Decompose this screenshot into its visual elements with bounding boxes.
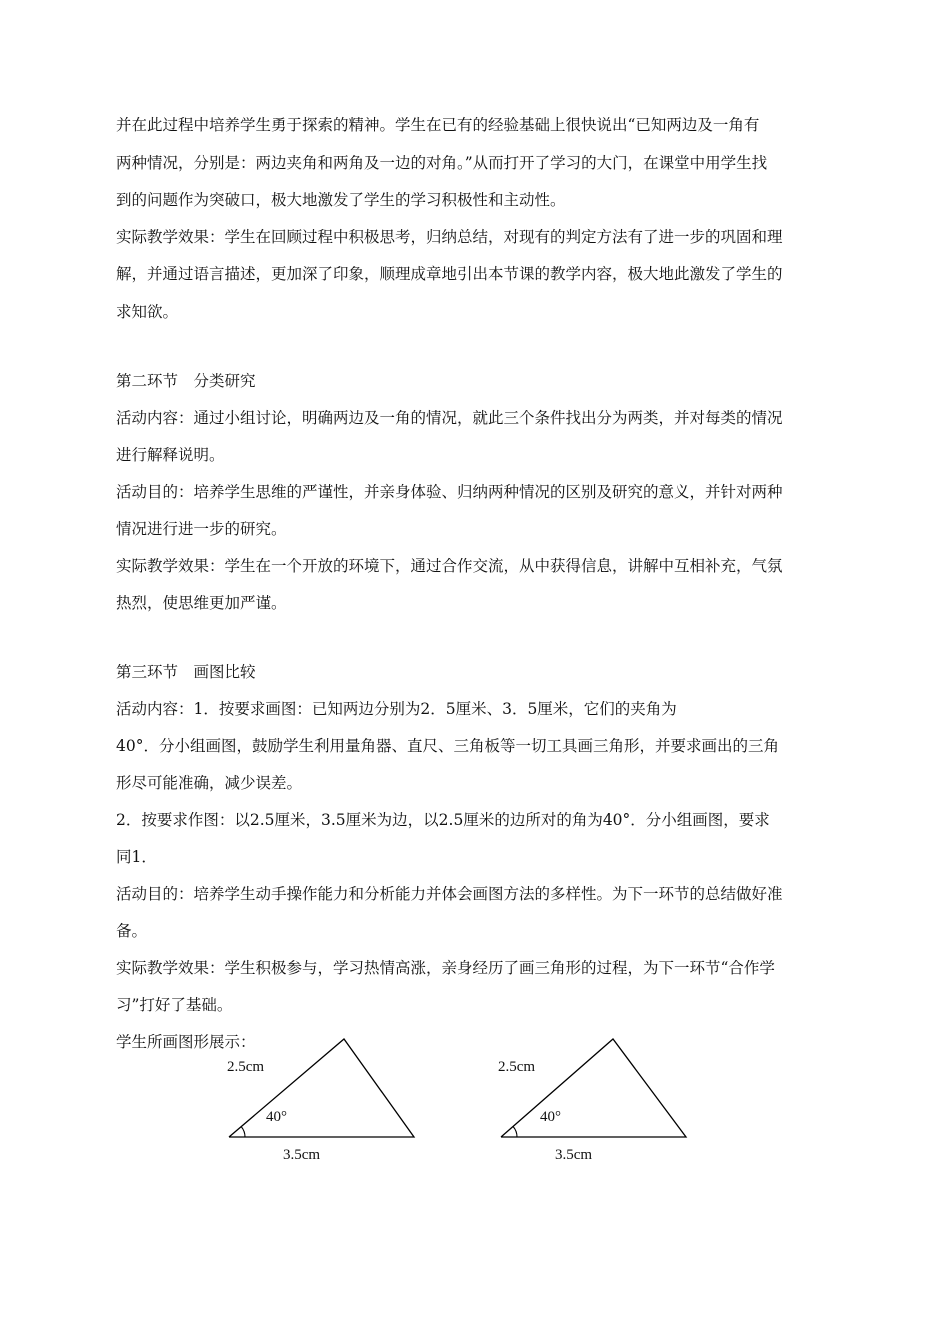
- text-line: 学生所画图形展示：: [116, 1033, 256, 1051]
- side-length-label: 2.5cm: [498, 1059, 536, 1075]
- base-length-label: 3.5cm: [283, 1147, 321, 1163]
- text-line: 解，并通过语言描述，更加深了印象，顺理成章地引出本节课的教学内容，极大地此激发了学生的: [116, 265, 783, 283]
- side-length-label: 2.5cm: [227, 1059, 265, 1075]
- text-line: 同1．: [116, 848, 157, 866]
- text-line: 活动内容：通过小组讨论，明确两边及一角的情况，就此三个条件找出分为两类，并对每类的情况: [116, 409, 783, 427]
- text-line: 到的问题作为突破口，极大地激发了学生的学习积极性和主动性。: [116, 191, 566, 209]
- text-line: 活动内容：1．按要求画图：已知两边分别为2．5厘米、3．5厘米，它们的夹角为: [116, 700, 677, 718]
- angle-arc: [241, 1127, 245, 1137]
- text-line: 并在此过程中培养学生勇于探索的精神。学生在已有的经验基础上很快说出“已知两边及一角有: [116, 116, 760, 134]
- section-heading: 第三环节 画图比较: [116, 663, 256, 681]
- base-length-label: 3.5cm: [555, 1147, 593, 1163]
- section-heading: 第二环节 分类研究: [116, 372, 256, 390]
- text-line: 实际教学效果：学生在回顾过程中积极思考，归纳总结，对现有的判定方法有了进一步的巩固和理: [116, 228, 783, 246]
- text-line: 活动目的：培养学生动手操作能力和分析能力并体会画图方法的多样性。为下一环节的总结做好准: [116, 885, 783, 903]
- angle-label: 40°: [540, 1109, 561, 1125]
- text-line: 备。: [116, 922, 148, 940]
- text-line: 热烈，使思维更加严谨。: [116, 594, 287, 612]
- text-line: 实际教学效果：学生在一个开放的环境下，通过合作交流，从中获得信息，讲解中互相补充，气氛: [116, 557, 783, 575]
- triangle-figure-1: [222, 1035, 422, 1145]
- text-line: 求知欲。: [116, 303, 179, 321]
- text-line: 习”打好了基础。: [116, 996, 233, 1014]
- triangle-figure-2: [494, 1035, 694, 1145]
- text-line: 活动目的：培养学生思维的严谨性，并亲身体验、归纳两种情况的区别及研究的意义，并针对两种: [116, 483, 783, 501]
- angle-arc: [513, 1127, 517, 1137]
- text-line: 两种情况，分别是：两边夹角和两角及一边的对角。”从而打开了学习的大门，在课堂中用学生找: [116, 154, 768, 172]
- text-line: 进行解释说明。: [116, 446, 225, 464]
- text-line: 实际教学效果：学生积极参与，学习热情高涨，亲身经历了画三角形的过程，为下一环节“合作学: [116, 959, 775, 977]
- triangle-outline: [229, 1039, 414, 1137]
- angle-label: 40°: [266, 1109, 287, 1125]
- triangle-outline: [501, 1039, 686, 1137]
- text-line: 情况进行进一步的研究。: [116, 520, 287, 538]
- text-line: 40°．分小组画图，鼓励学生利用量角器、直尺、三角板等一切工具画三角形，并要求画出的三角: [116, 737, 779, 755]
- text-line: 形尽可能准确，减少误差。: [116, 774, 303, 792]
- text-line: 2．按要求作图：以2.5厘米，3.5厘米为边，以2.5厘米的边所对的角为40°．分小组画图，要求: [116, 811, 770, 829]
